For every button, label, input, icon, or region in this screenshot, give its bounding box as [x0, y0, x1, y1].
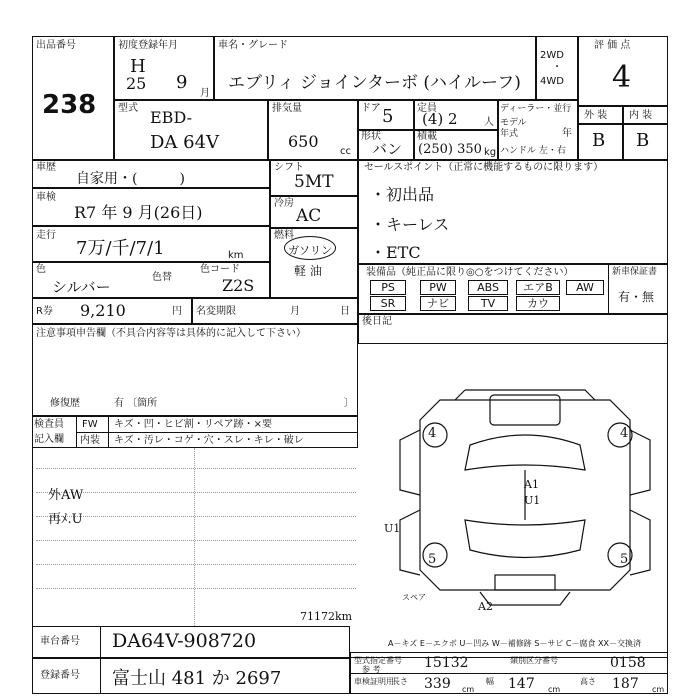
capacity-value: (4) 2	[422, 110, 458, 128]
shape-label: 形状	[361, 131, 381, 142]
color-label: 色	[36, 264, 46, 275]
chassis-label: 車台番号	[40, 636, 80, 647]
lot-number: 238	[42, 90, 97, 120]
drive-4wd: 4WD	[540, 76, 564, 87]
mark-rear-a: A2	[478, 600, 493, 613]
class-value: 0158	[610, 655, 646, 671]
mark-rr: 5	[620, 552, 629, 567]
inspection-label: 車検	[36, 192, 56, 203]
mileage-unit: km	[228, 250, 244, 261]
plate-divider	[100, 658, 101, 694]
mark-fr: 4	[620, 426, 629, 441]
fuel-label: 燃料	[274, 230, 294, 241]
shift-value: 5MT	[294, 172, 334, 192]
shift-label: シフト	[274, 162, 304, 173]
equip-aw: AW	[566, 280, 604, 295]
cert-hdivider	[350, 673, 668, 674]
history-value: 自家用・( )	[76, 171, 185, 187]
length-value: 339	[424, 676, 451, 692]
repair-label: 修復歴	[50, 398, 80, 409]
width-value: 147	[508, 676, 535, 692]
chassis-value: DA64V-908720	[112, 630, 257, 652]
reg-cert-label: 車検証明用	[354, 677, 394, 686]
warranty-label: 新車保証書	[612, 267, 658, 277]
reg-month-unit: 月	[200, 88, 210, 99]
type-prefix: EBD-	[150, 108, 192, 127]
model-year-label: モデル年式	[500, 118, 527, 139]
remark-1: 外AW	[48, 488, 84, 503]
handle-label: ハンドル 左・右	[500, 146, 566, 156]
drive-sep: ・	[552, 62, 562, 73]
drive-2wd: 2WD	[540, 50, 564, 61]
equip-navi: ナビ	[420, 296, 456, 311]
load-unit: kg	[484, 147, 497, 158]
lot-label: 出品番号	[36, 40, 76, 51]
ac-label: 冷房	[274, 198, 294, 209]
mileage-value: 7万/千/7/1	[76, 238, 165, 259]
type-cert-ref: 参 考	[362, 665, 381, 674]
title-change-day: 日	[340, 306, 350, 317]
equip-pw: PW	[420, 280, 456, 295]
warranty-value: 有・無	[618, 290, 655, 304]
plate-label: 登録番号	[40, 670, 80, 681]
sales-label: セールスポイント（正常に機能するものに限ります）	[364, 162, 604, 173]
equip-tv: TV	[468, 296, 508, 311]
width-unit: cm	[548, 685, 561, 694]
reg-year-label: 初度登録年月	[118, 40, 178, 51]
score-value: 4	[612, 60, 632, 95]
score-label: 評 価 点	[594, 40, 631, 51]
int-insp-label: 内装	[80, 435, 100, 446]
history-label: 車歴	[36, 162, 56, 173]
doors-value: 5	[382, 106, 394, 127]
year-suffix: 年	[562, 128, 572, 139]
equip-sr: SR	[370, 296, 406, 311]
fw-items: キズ・凹・ヒビ割・リペア跡・×要	[114, 419, 272, 430]
equip-airbag: エアB	[516, 280, 560, 295]
capacity-label: 定員	[417, 103, 437, 114]
height-label: 高さ	[580, 677, 596, 686]
title-change-month: 月	[290, 306, 300, 317]
height-unit: cm	[652, 685, 665, 694]
mileage-label: 走行	[36, 230, 56, 241]
warranty-divider	[608, 264, 609, 314]
inspector-label-1: 検査員	[34, 419, 64, 430]
equipment-label: 装備品（純正品に限り◎○をつけてください）	[366, 267, 574, 278]
int-label: 内 装	[629, 110, 653, 121]
type-cert-value: 15132	[424, 655, 469, 671]
type-label: 型式	[118, 103, 138, 114]
recycle-value: 9,210	[80, 301, 126, 320]
model-name: エブリィ ジョインターボ (ハイルーフ)	[228, 73, 521, 93]
equip-cover: カウ	[516, 296, 560, 311]
equip-ps: PS	[370, 280, 406, 295]
equip-abs: ABS	[468, 280, 508, 295]
width-label: 幅	[486, 677, 494, 686]
type-code: DA 64V	[150, 132, 220, 153]
int-grade: B	[636, 130, 650, 151]
mark-roof-a: A1	[524, 478, 539, 491]
chassis-divider	[100, 626, 101, 658]
fw-label: FW	[82, 419, 98, 430]
sales-point-1: ・初出品	[370, 185, 435, 204]
reg-era: H	[130, 56, 146, 77]
color-code: Z2S	[222, 276, 255, 295]
length-unit: cm	[462, 685, 475, 694]
fuel-circle	[284, 236, 336, 260]
mark-rl: 5	[428, 552, 437, 567]
later-note-box	[358, 314, 668, 344]
capacity-unit: 人	[484, 117, 494, 128]
height-value: 187	[612, 676, 639, 692]
ac-value: AC	[296, 206, 322, 226]
reg-year: 25	[126, 74, 147, 93]
mark-roof-u: U1	[524, 494, 541, 507]
int-insp-items: キズ・汚レ・コゲ・穴・スレ・キレ・破レ	[114, 435, 304, 446]
spare-label: スペア	[402, 593, 426, 602]
load-label: 積載	[417, 131, 437, 142]
sales-point-2: ・キーレス	[370, 215, 450, 234]
color-value: シルバー	[52, 278, 111, 296]
doors-label: ドア	[361, 103, 381, 114]
odometer-note: 71172km	[300, 610, 353, 623]
repair-value: 有 〔箇所	[114, 398, 158, 409]
recycle-unit: 円	[172, 306, 182, 317]
fuel-diesel: 軽 油	[294, 264, 322, 278]
load-value: (250) 350	[418, 142, 482, 157]
class-label: 類別区分番号	[510, 656, 558, 665]
dealer-label: ディーラー・並行	[500, 104, 572, 114]
displacement-label: 排気量	[272, 103, 302, 114]
repair-close: 〕	[344, 398, 354, 409]
notes-label: 注意事項申告欄（不具合内容等は具体的に記入して下さい）	[36, 328, 306, 339]
ext-label: 外 装	[584, 110, 608, 121]
remark-2: 再ﾒ.U	[48, 512, 83, 527]
inspector-hdivider	[76, 432, 358, 433]
inspection-value: R7 年 9 月(26日)	[74, 203, 203, 222]
later-note-label: 後日記	[362, 316, 392, 327]
displacement-unit: cc	[340, 146, 351, 157]
inspector-label-2: 記入欄	[34, 434, 64, 445]
ext-grade: B	[592, 130, 606, 151]
notes-center-line	[194, 448, 195, 626]
title-change-label: 名変期限	[196, 306, 236, 317]
fuel-gas: ガソリン	[288, 244, 332, 257]
damage-legend: A－キズ E－エクボ U－凹み W－補修跡 S－サビ C－腐食 XX－交換済	[388, 639, 642, 648]
mark-left-u: U1	[384, 522, 401, 535]
mark-fl: 4	[428, 426, 437, 441]
length-label: 長さ	[392, 677, 408, 686]
sales-point-3: ・ETC	[370, 243, 421, 262]
color-change-label: 色替	[152, 272, 172, 283]
plate-value: 富士山 481 か 2697	[112, 668, 282, 689]
type-cert-label: 型式指定番号	[354, 656, 402, 665]
model-label: 車名・グレード	[218, 40, 288, 51]
color-code-label: 色コード	[200, 264, 240, 275]
recycle-label: R券	[36, 306, 53, 317]
displacement-value: 650	[288, 132, 319, 151]
shape-value: バン	[372, 140, 403, 158]
reg-month: 9	[176, 72, 188, 93]
